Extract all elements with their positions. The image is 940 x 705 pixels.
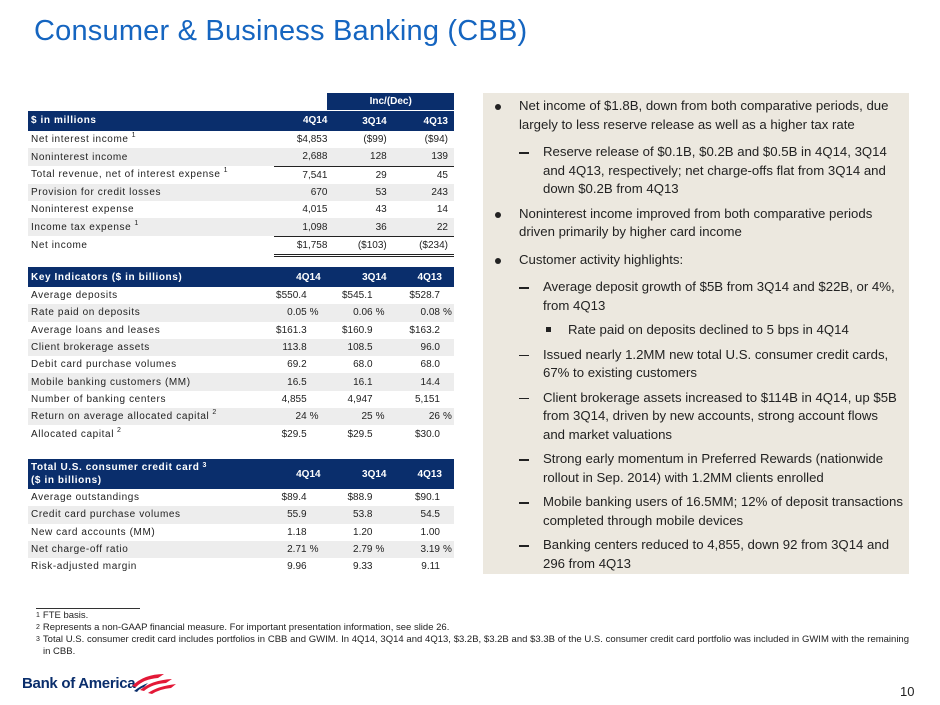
- table-cell: 9.96: [287, 561, 307, 573]
- table-cell: 29: [327, 166, 386, 184]
- table-cell: 1,098: [274, 218, 327, 236]
- percent-sign: %: [375, 411, 385, 423]
- table-header-cell: Key Indicators ($ in billions): [28, 267, 259, 287]
- table-cell: 16.5: [287, 376, 307, 388]
- table-cell: 68.0: [353, 359, 373, 371]
- table-cell: 54.5: [420, 509, 440, 521]
- table-cell: 3.19: [420, 544, 440, 556]
- footnote-ref: 2: [117, 426, 122, 434]
- table-row: [28, 131, 454, 148]
- table-cell: $1,758: [274, 236, 327, 255]
- row-label: Credit card purchase volumes: [31, 509, 181, 521]
- bullet-dash-icon: [519, 152, 529, 154]
- table-cell: 0.06: [353, 307, 373, 319]
- row-label: Return on average allocated capital: [31, 411, 210, 423]
- row-label: Average deposits: [31, 290, 118, 302]
- bullet-text: Issued nearly 1.2MM new total U.S. consumer credit cards, 67% to existing customers: [543, 346, 889, 380]
- bullet-item: [483, 346, 903, 383]
- table-cell: 69.2: [287, 359, 307, 371]
- row-label: Total revenue, net of interest expense: [31, 169, 221, 181]
- table-row: [28, 236, 454, 255]
- table-cell: $89.4: [281, 492, 307, 504]
- table-cell: $88.9: [347, 492, 373, 504]
- footnote-ref: 1: [131, 132, 137, 140]
- row-label: Mobile banking customers (MM): [31, 376, 191, 388]
- row-label: Client brokerage assets: [31, 342, 150, 354]
- table-header-cell: ($ in billions): [31, 475, 102, 486]
- table-cell: 43: [375, 204, 387, 216]
- bullet-item: [483, 205, 903, 242]
- table-header-cell: 4Q14: [259, 459, 320, 489]
- row-label: Rate paid on deposits: [31, 307, 141, 319]
- table-cell: 1.18: [287, 526, 307, 538]
- table-header-cell: 4Q14: [259, 267, 321, 287]
- table-header-row: [28, 267, 454, 287]
- table-cell: 113.8: [282, 342, 307, 354]
- percent-sign: %: [375, 307, 385, 319]
- table-cell: 26: [428, 411, 440, 423]
- key-indicators-table: [28, 267, 454, 443]
- table-cell: $545.1: [341, 290, 373, 302]
- footnote: $^3$ Total U.S. consumer credit card includes portfolios in CBB and GWIM. In 4Q14, 3Q14 and 4Q13, $3.2B, $3.2B and $3.3B of the U.S. consumer credit card portfolio was included in GWIM with the remaining in CBB.: [36, 634, 909, 657]
- table-row: [28, 339, 454, 356]
- footnote: $^2$ Represents a non-GAAP financial measure. For important presentation information, see slide 26.: [36, 622, 450, 633]
- bullet-dot-icon: [495, 104, 501, 110]
- table-cell: 2.79: [353, 544, 373, 556]
- row-label: Risk-adjusted margin: [31, 561, 137, 573]
- bullet-dash-icon: [519, 502, 529, 504]
- table-cell: 53: [327, 184, 386, 201]
- bullet-dash-icon: [519, 398, 529, 400]
- row-label: Average outstandings: [31, 492, 140, 504]
- table-row: [28, 356, 454, 373]
- table-cell: 22: [387, 218, 454, 236]
- table-cell: $29.5: [347, 428, 373, 440]
- table-cell: $4,853: [296, 134, 328, 146]
- table-cell: ($94): [424, 134, 448, 146]
- bullet-text: Average deposit growth of $5B from 3Q14 and $22B, or 4%, from 4Q13: [543, 279, 895, 313]
- percent-sign: %: [375, 544, 385, 556]
- table-cell: 36: [327, 218, 386, 236]
- table-header-cell: 4Q13: [387, 267, 454, 287]
- table-header-cell: Total U.S. consumer credit card: [31, 462, 200, 473]
- table-cell: 0.08: [420, 307, 440, 319]
- bullet-item: [483, 389, 903, 445]
- table-header-row: [28, 111, 454, 132]
- percent-sign: %: [443, 307, 452, 319]
- table-cell: ($103): [327, 236, 386, 255]
- bullet-dot-icon: [495, 212, 501, 218]
- table-cell: $161.3: [276, 324, 307, 336]
- bullet-text: Rate paid on deposits declined to 5 bps in 4Q14: [568, 322, 849, 337]
- row-label: Provision for credit losses: [31, 187, 162, 199]
- table-cell: 1.20: [353, 526, 373, 538]
- table-cell: 4,015: [302, 204, 328, 216]
- row-label: Number of banking centers: [31, 393, 167, 405]
- highlights-panel: [483, 93, 909, 574]
- table-cell: 14: [436, 204, 448, 216]
- row-label: Noninterest expense: [31, 204, 135, 216]
- bank-logo: Bank of America: [22, 675, 136, 692]
- table-cell: 2,688: [274, 148, 327, 166]
- table-header-cell: 3Q14: [327, 111, 386, 132]
- bullet-text: Net income of $1.8B, down from both comparative periods, due largely to less reserve release as well as a higher tax rate: [519, 98, 889, 132]
- table-cell: 9.11: [421, 561, 440, 573]
- table-row: [28, 391, 454, 408]
- table-row: [28, 373, 454, 390]
- table-cell: $550.4: [276, 290, 307, 302]
- bullet-item: [483, 321, 903, 340]
- table-cell: 139: [387, 148, 454, 166]
- row-label: Net charge-off ratio: [31, 544, 129, 556]
- table-cell: 4,947: [347, 393, 373, 405]
- bullet-text: Strong early momentum in Preferred Rewards (nationwide rollout in Sep. 2014) with 1.2MM clients enrolled: [543, 451, 884, 485]
- table-row: [28, 166, 454, 184]
- table-cell: 670: [274, 184, 327, 201]
- table-cell: 5,151: [414, 393, 440, 405]
- bullet-square-icon: [546, 327, 551, 332]
- bullet-item: [483, 536, 903, 573]
- table-cell: 4,855: [281, 393, 307, 405]
- bullet-item: [483, 251, 903, 270]
- bullet-item: [483, 450, 903, 487]
- table-header-cell: 3Q14: [321, 459, 387, 489]
- bullet-text: Banking centers reduced to 4,855, down 92 from 3Q14 and 296 from 4Q13: [543, 537, 890, 571]
- bullet-text: Client brokerage assets increased to $114B in 4Q14, up $5B from 3Q14, driven by new accounts, strong account flows and market valuations: [543, 389, 897, 442]
- flag-logo-icon: [130, 672, 178, 694]
- table-cell: 1.00: [420, 526, 440, 538]
- percent-sign: %: [309, 307, 319, 319]
- footnote-ref: 1: [134, 219, 139, 227]
- table-cell: 24: [295, 411, 307, 423]
- row-label: Debit card purchase volumes: [31, 359, 177, 371]
- table-cell: $163.2: [409, 324, 440, 336]
- footnote-ref: 2: [212, 409, 217, 417]
- footnote: $^1$ FTE basis.: [36, 610, 89, 621]
- footnote-ref: 1: [223, 167, 229, 175]
- row-label: Net interest income: [31, 134, 129, 146]
- table-cell: 53.8: [353, 509, 373, 521]
- table-row: [28, 558, 454, 575]
- table-cell: 0.05: [287, 307, 307, 319]
- table-header-row: [28, 93, 454, 111]
- table-cell: $160.9: [341, 324, 373, 336]
- bullet-item: [483, 493, 903, 530]
- table-cell: $29.5: [281, 428, 307, 440]
- percent-sign: %: [309, 411, 319, 423]
- table-cell: 14.4: [420, 376, 440, 388]
- percent-sign: %: [443, 411, 452, 423]
- page-title: Consumer & Business Banking (CBB): [34, 15, 528, 47]
- footnote-ref: 3: [202, 462, 207, 469]
- table-row: [28, 148, 454, 166]
- inc-dec-label: Inc/(Dec): [327, 93, 454, 111]
- table-cell: $30.0: [414, 428, 440, 440]
- table-cell: 128: [327, 148, 386, 166]
- table-cell: 16.1: [353, 376, 373, 388]
- percent-sign: %: [309, 544, 319, 556]
- bullet-item: [483, 278, 903, 315]
- table-row: [28, 287, 454, 304]
- table-row: [28, 506, 454, 523]
- table-header-cell: 4Q13: [387, 111, 454, 132]
- table-header-row: [28, 459, 454, 489]
- table-cell: 25: [361, 411, 373, 423]
- table-row: [28, 425, 454, 442]
- table-cell: ($234): [387, 236, 454, 255]
- bullet-text: Reserve release of $0.1B, $0.2B and $0.5B in 4Q14, 3Q14 and 4Q13, respectively; net charge-offs flat from 3Q14 and down $0.2B from 4Q13: [543, 144, 887, 196]
- income-statement-table: [28, 93, 454, 257]
- table-header-cell: 4Q13: [387, 459, 455, 489]
- table-cell: 68.0: [420, 359, 440, 371]
- bullet-text: Noninterest income improved from both comparative periods driven primarily by higher card income: [519, 205, 873, 239]
- table-row: [28, 304, 454, 321]
- bullet-item: [483, 143, 903, 199]
- table-cell: 45: [387, 166, 454, 184]
- table-cell: 96.0: [420, 342, 440, 354]
- bullet-item: [483, 97, 903, 134]
- table-row: [28, 218, 454, 236]
- table-cell: 55.9: [287, 509, 307, 521]
- page-number: 10: [900, 684, 915, 699]
- row-label: Income tax expense: [31, 221, 132, 233]
- table-cell: $528.7: [409, 290, 440, 302]
- bullet-dot-icon: [495, 258, 501, 264]
- bullet-text: Customer activity highlights:: [519, 251, 684, 267]
- row-label: Noninterest income: [31, 151, 128, 163]
- highlights-list: [483, 97, 903, 579]
- row-label: New card accounts (MM): [31, 526, 156, 538]
- table-row: [28, 201, 454, 218]
- table-row: [28, 541, 454, 558]
- table-row: [28, 524, 454, 541]
- table-header-cell: 3Q14: [321, 267, 387, 287]
- row-label: Allocated capital: [31, 428, 115, 440]
- table-header-cell: 4Q14: [274, 111, 327, 132]
- table-cell: 243: [387, 184, 454, 201]
- table-cell: 7,541: [274, 166, 327, 184]
- table-cell: 108.5: [347, 342, 373, 354]
- table-row: [28, 489, 454, 506]
- bullet-dash-icon: [519, 355, 529, 357]
- footnote-divider: [36, 608, 140, 609]
- row-label: Net income: [31, 240, 88, 252]
- percent-sign: %: [443, 544, 452, 556]
- table-cell: ($99): [363, 134, 387, 146]
- bullet-dash-icon: [519, 545, 529, 547]
- row-label: Average loans and leases: [31, 324, 161, 336]
- table-row: [28, 408, 454, 425]
- bullet-dash-icon: [519, 287, 529, 289]
- bullet-text: Mobile banking users of 16.5MM; 12% of deposit transactions completed through mobile devices: [543, 494, 903, 528]
- table-header-cell: $ in millions: [28, 111, 274, 132]
- table-row: [28, 322, 454, 339]
- table-cell: 9.33: [353, 561, 373, 573]
- credit-card-table: [28, 459, 454, 575]
- table-cell: $90.1: [414, 492, 440, 504]
- table-row: [28, 184, 454, 201]
- table-cell: 2.71: [287, 544, 307, 556]
- bullet-dash-icon: [519, 459, 529, 461]
